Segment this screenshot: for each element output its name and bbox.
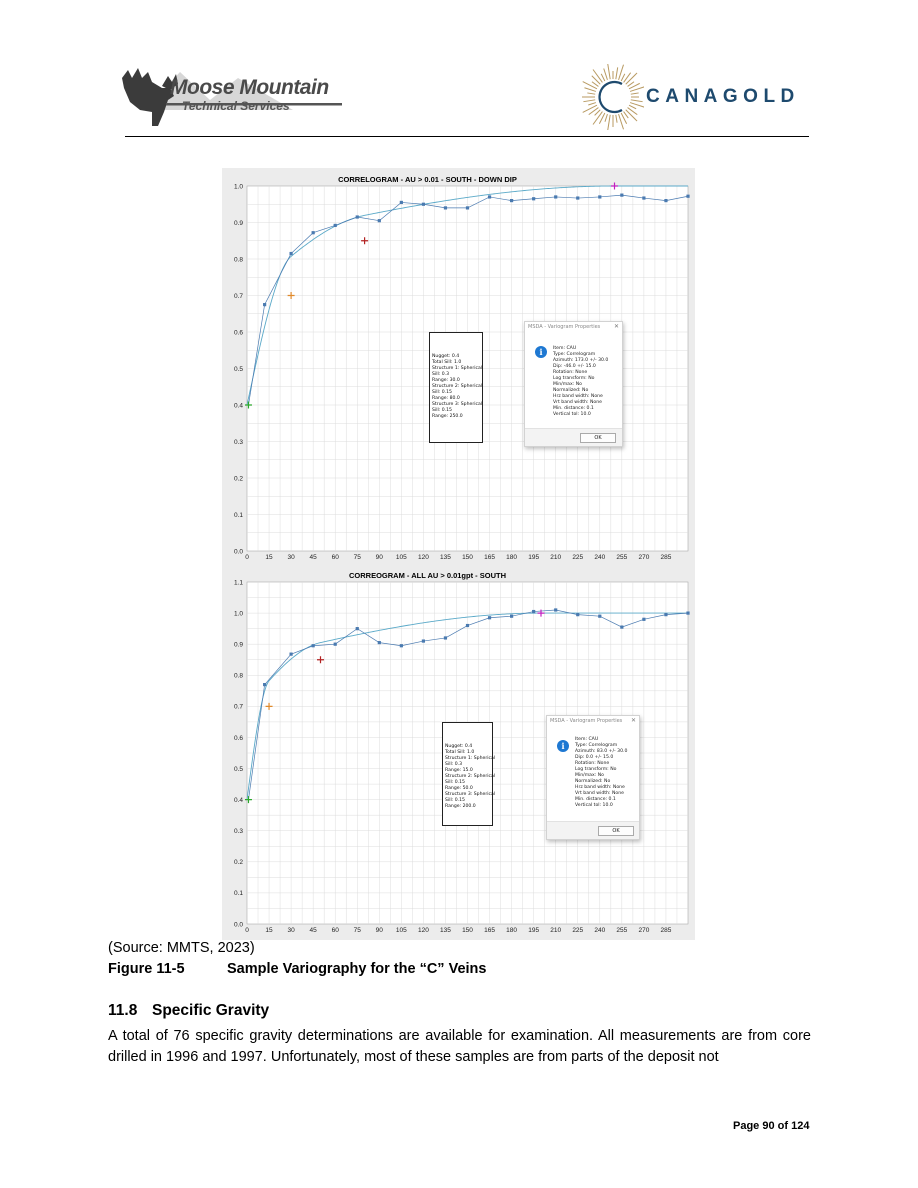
close-icon[interactable]: ✕	[613, 323, 619, 330]
sunburst-ray	[588, 103, 596, 105]
param-line: Range: 250.0	[432, 414, 463, 419]
x-tick-label: 195	[528, 927, 540, 934]
variogram-properties-dialog	[546, 715, 640, 840]
dialog-line: Vertical tol: 10.0	[553, 412, 591, 417]
y-tick-label: 0.2	[233, 475, 243, 483]
param-line: Total Sill: 1.0	[432, 360, 462, 365]
x-tick-label: 225	[572, 554, 584, 561]
param-line: Nugget: 0.4	[432, 354, 460, 359]
x-tick-label: 285	[660, 927, 672, 934]
x-tick-label: 255	[616, 927, 628, 934]
sunburst-ray	[593, 112, 602, 125]
dialog-line: Rotation: None	[575, 761, 610, 766]
param-line: Sill: 0.15	[432, 408, 452, 413]
experimental-point	[263, 683, 266, 686]
y-tick-label: 0.5	[233, 765, 243, 773]
x-tick-label: 225	[572, 927, 584, 934]
dialog-line: Azimuth: 83.0 +/- 30.0	[575, 749, 628, 754]
x-tick-label: 210	[550, 927, 562, 934]
chart-title: CORRELOGRAM - AU > 0.01 - SOUTH - DOWN DIP	[338, 175, 517, 184]
x-tick-label: 45	[309, 554, 317, 561]
x-tick-label: 165	[484, 927, 495, 934]
x-tick-label: 60	[331, 554, 339, 561]
dialog-line: Dip: 0.0 +/- 15.0	[575, 755, 614, 760]
experimental-point	[312, 644, 315, 647]
x-tick-label: 150	[462, 927, 473, 934]
y-tick-label: 0.6	[233, 734, 243, 742]
sunburst-ray	[608, 115, 611, 130]
param-line: Structure 1: Spherical	[432, 366, 483, 371]
body-paragraph: A total of 76 specific gravity determinations are available for examination. All measurements are from core drilled in 1996 and 1997. Unfortunately, most of these samples are from parts of the deposit not	[108, 1028, 811, 1065]
experimental-point	[466, 624, 469, 627]
experimental-point	[378, 641, 381, 644]
x-tick-label: 195	[528, 554, 540, 561]
x-tick-label: 285	[660, 554, 672, 561]
section-title: Specific Gravity	[152, 1002, 270, 1019]
experimental-point	[664, 613, 667, 616]
param-line: Structure 2: Spherical	[432, 384, 483, 389]
param-line: Range: 15.0	[445, 768, 473, 773]
x-tick-label: 180	[506, 554, 518, 561]
y-tick-label: 0.1	[233, 511, 243, 519]
dialog-line: Hrz band width: None	[553, 394, 603, 399]
param-line: Structure 3: Spherical	[445, 792, 496, 797]
sunburst-ray	[604, 68, 608, 79]
dialog-line: Min. distance: 0.1	[575, 797, 616, 802]
param-line: Structure 1: Spherical	[445, 756, 496, 761]
chart-title: CORREOGRAM - ALL AU > 0.01gpt - SOUTH	[348, 571, 507, 580]
y-tick-label: 0.9	[233, 219, 243, 227]
sunburst-ray	[593, 69, 602, 82]
y-tick-label: 0.1	[233, 890, 243, 898]
experimental-point	[554, 608, 557, 611]
y-tick-label: 1.0	[233, 183, 243, 191]
experimental-point	[664, 199, 667, 202]
sunburst-ray	[583, 105, 597, 112]
x-tick-label: 255	[616, 554, 628, 561]
sunburst-ray	[628, 82, 634, 87]
info-icon: i	[535, 346, 547, 358]
dialog-line: Log transform: No	[575, 767, 617, 772]
x-tick-label: 30	[287, 927, 295, 934]
dialog-message	[553, 346, 608, 418]
dialog-line: Dip: -46.0 +/- 15.0	[553, 364, 596, 369]
close-icon[interactable]: ✕	[630, 717, 636, 724]
experimental-point	[554, 195, 557, 198]
dialog-line: Min. distance: 0.1	[553, 406, 594, 411]
dialog-footer	[525, 428, 622, 446]
experimental-point	[576, 613, 579, 616]
y-tick-label: 0.4	[233, 402, 243, 410]
x-tick-label: 45	[309, 927, 317, 934]
y-tick-label: 0.3	[233, 828, 243, 836]
param-line: Sill: 0.3	[432, 372, 450, 377]
x-tick-label: 120	[417, 554, 429, 561]
y-tick-label: 1.0	[233, 610, 243, 618]
param-line: Range: 30.0	[432, 378, 460, 383]
param-line: Range: 200.0	[445, 804, 476, 809]
sunburst-ray	[631, 93, 639, 94]
experimental-point	[576, 196, 579, 199]
section-heading	[108, 1002, 270, 1020]
ok-button[interactable]: OK	[580, 433, 616, 443]
param-line: Sill: 0.3	[445, 762, 463, 767]
y-tick-label: 0.3	[233, 438, 243, 446]
canagold-sunburst-icon	[582, 64, 644, 130]
param-line: Sill: 0.15	[445, 780, 465, 785]
dialog-line: Normalized: No	[553, 388, 589, 393]
x-tick-label: 135	[440, 554, 451, 561]
canagold-wordmark: CANAGOLD	[646, 86, 800, 107]
x-tick-label: 210	[550, 554, 562, 561]
param-line: Nugget: 0.4	[445, 744, 473, 749]
sunburst-ray	[626, 110, 637, 121]
x-tick-label: 270	[638, 554, 650, 561]
info-icon: i	[557, 740, 569, 752]
x-tick-label: 90	[375, 927, 383, 934]
experimental-point	[356, 215, 359, 218]
sunburst-ray	[608, 64, 611, 79]
ok-button[interactable]: OK	[598, 826, 634, 836]
x-tick-label: 30	[287, 554, 295, 561]
x-tick-label: 135	[440, 927, 451, 934]
canagold-logo	[582, 64, 812, 130]
experimental-point	[334, 643, 337, 646]
dialog-title: MSDA - Variogram Properties	[550, 718, 623, 724]
param-line: Sill: 0.15	[445, 798, 465, 803]
x-tick-label: 15	[265, 554, 273, 561]
experimental-point	[400, 201, 403, 204]
sunburst-ray	[584, 88, 595, 92]
y-tick-label: 0.8	[233, 256, 243, 264]
sunburst-ray	[631, 100, 643, 102]
sunburst-ray	[592, 82, 598, 87]
x-tick-label: 15	[265, 927, 273, 934]
experimental-point	[422, 203, 425, 206]
experimental-point	[290, 252, 293, 255]
dialog-line: Log transform: No	[553, 376, 595, 381]
y-tick-label: 0.9	[233, 641, 243, 649]
dialog-line: Vertical tol: 10.0	[575, 803, 613, 808]
param-line: Structure 3: Spherical	[432, 402, 483, 407]
y-tick-label: 1.1	[233, 579, 243, 587]
dialog-line: Item: CAU	[575, 737, 599, 742]
experimental-point	[334, 224, 337, 227]
x-tick-label: 165	[484, 554, 495, 561]
dialog-line: Rotation: None	[553, 370, 588, 375]
experimental-point	[263, 303, 266, 306]
experimental-point	[598, 195, 601, 198]
experimental-point	[488, 195, 491, 198]
figure-title: Sample Variography for the “C” Veins	[227, 961, 487, 977]
experimental-point	[532, 197, 535, 200]
x-tick-label: 240	[594, 927, 606, 934]
y-tick-label: 0.2	[233, 859, 243, 867]
moose-mountain-logo-title: Moose Mountain	[170, 76, 329, 99]
sunburst-ray	[626, 73, 637, 84]
x-tick-label: 240	[594, 554, 606, 561]
experimental-point	[598, 615, 601, 618]
dialog-line: Vrt band width: None	[553, 400, 602, 405]
param-line: Range: 80.0	[432, 396, 460, 401]
model-parameters-box	[442, 722, 496, 826]
experimental-point	[620, 625, 623, 628]
experimental-point	[378, 219, 381, 222]
model-parameters-box	[429, 332, 483, 443]
x-tick-label: 75	[353, 554, 361, 561]
experimental-point	[356, 627, 359, 630]
x-tick-label: 75	[353, 927, 361, 934]
figure-caption	[108, 961, 487, 977]
experimental-point	[488, 616, 491, 619]
dialog-message	[575, 737, 627, 809]
variography-figure	[222, 168, 695, 940]
x-tick-label: 270	[638, 927, 650, 934]
sunburst-ray	[605, 114, 607, 122]
x-tick-label: 150	[462, 554, 473, 561]
experimental-point	[290, 653, 293, 656]
dialog-line: Item: CAU	[553, 346, 577, 351]
dialog-footer	[547, 821, 639, 839]
y-tick-label: 0.0	[233, 921, 243, 929]
moose-mountain-logo	[118, 66, 348, 130]
dialog-line: Vrt band width: None	[575, 791, 624, 796]
sunburst-ray	[583, 100, 595, 102]
sunburst-ray	[616, 67, 618, 79]
experimental-point	[642, 618, 645, 621]
experimental-point	[510, 199, 513, 202]
sunburst-ray	[587, 93, 595, 94]
sunburst-ray	[629, 105, 636, 109]
dialog-line: Azimuth: 173.0 +/- 30.0	[553, 358, 609, 363]
param-line: Total Sill: 1.0	[445, 750, 475, 755]
y-tick-label: 0.5	[233, 365, 243, 373]
y-tick-label: 0.6	[233, 329, 243, 337]
x-tick-label: 105	[395, 554, 407, 561]
figure-source: (Source: MMTS, 2023)	[108, 940, 255, 956]
dialog-line: Hrz band width: None	[575, 785, 625, 790]
x-tick-label: 90	[375, 554, 383, 561]
page-number: Page 90 of 124	[733, 1120, 810, 1132]
experimental-point	[422, 639, 425, 642]
experimental-point	[444, 206, 447, 209]
experimental-point	[510, 615, 513, 618]
y-tick-label: 0.0	[233, 548, 243, 556]
sunburst-ray	[616, 115, 617, 123]
sunburst-ray	[601, 74, 605, 81]
experimental-point	[532, 610, 535, 613]
dialog-line: Normalized: No	[575, 779, 611, 784]
param-line: Structure 2: Spherical	[445, 774, 496, 779]
experimental-point	[444, 636, 447, 639]
page-header	[0, 0, 918, 140]
experimental-point	[686, 195, 689, 198]
x-tick-label: 180	[506, 927, 518, 934]
y-tick-label: 0.7	[233, 292, 243, 300]
experimental-point	[686, 611, 689, 614]
dialog-line: Type: Correlogram	[553, 352, 596, 357]
y-tick-label: 0.4	[233, 796, 243, 804]
figure-label: Figure 11-5	[108, 961, 185, 977]
x-tick-label: 0	[245, 927, 249, 934]
sunburst-ray	[621, 74, 625, 81]
variogram-properties-dialog	[524, 321, 623, 447]
section-number: 11.8	[108, 1002, 138, 1019]
x-tick-label: 120	[417, 927, 429, 934]
header-divider	[125, 136, 809, 137]
param-line: Range: 50.0	[445, 786, 473, 791]
experimental-point	[312, 231, 315, 234]
moose-mountain-logo-subtitle: Technical Services	[182, 99, 290, 113]
experimental-point	[466, 206, 469, 209]
y-tick-label: 0.8	[233, 672, 243, 680]
x-tick-label: 105	[395, 927, 407, 934]
x-tick-label: 0	[245, 554, 249, 561]
dialog-line: Type: Correlogram	[575, 743, 618, 748]
experimental-point	[400, 644, 403, 647]
sunburst-ray	[595, 110, 601, 116]
x-tick-label: 60	[331, 927, 339, 934]
experimental-point	[620, 194, 623, 197]
experimental-point	[642, 196, 645, 199]
sunburst-ray	[624, 112, 629, 118]
dialog-title: MSDA - Variogram Properties	[528, 324, 601, 330]
param-line: Sill: 0.15	[432, 390, 452, 395]
dialog-line: Min/max: No	[553, 382, 582, 387]
dialog-line: Min/max: No	[575, 773, 604, 778]
y-tick-label: 0.7	[233, 703, 243, 711]
